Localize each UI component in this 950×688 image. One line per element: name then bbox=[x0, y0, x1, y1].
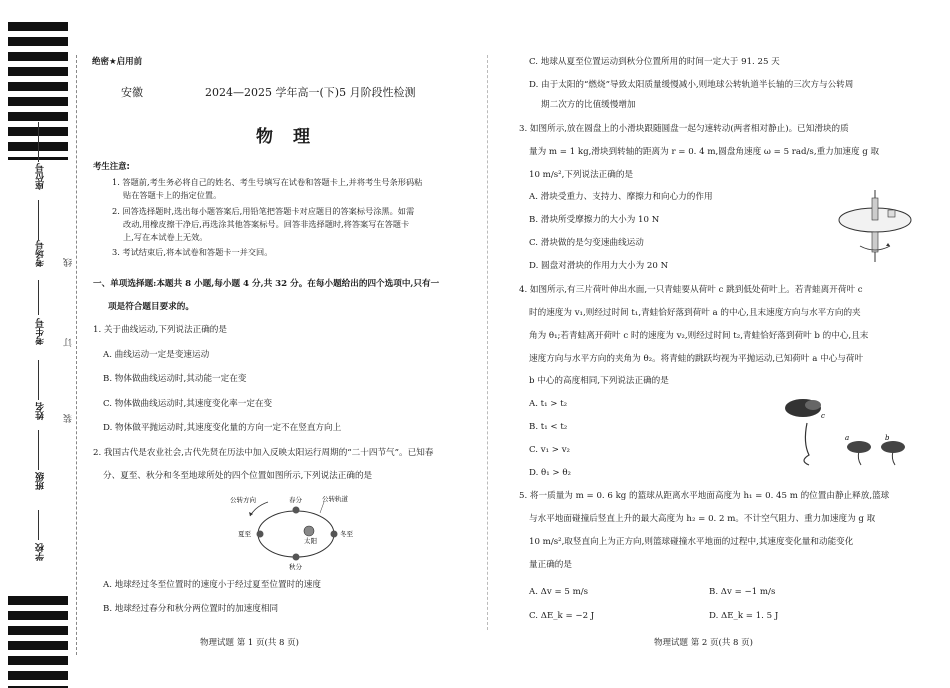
orbit-ellipse bbox=[258, 511, 334, 557]
exam-region: 安徽 bbox=[121, 86, 143, 99]
earth-summer bbox=[257, 531, 264, 538]
q2-option-b: B. 地球经过春分和秋分两位置时的加速度相同 bbox=[103, 604, 279, 614]
q5-option-b: B. Δv = −1 m/s bbox=[709, 587, 776, 597]
q3-option-d: D. 圆盘对滑块的作用力大小为 20 N bbox=[529, 261, 669, 271]
notice-item: 2. 回答选择题时,选出每小题答案后,用铅笔把答题卡对应题目的答案标号涂黑。如需 bbox=[112, 206, 415, 216]
label-orbit: 公转轨道 bbox=[322, 495, 348, 503]
earth-spring bbox=[293, 507, 300, 514]
column-divider bbox=[487, 55, 488, 630]
notice-item: 3. 考试结束后,将本试卷和答题卡一并交回。 bbox=[112, 247, 273, 257]
q2-option-a: A. 地球经过冬至位置时的速度小于经过夏至位置时的速度 bbox=[103, 580, 321, 590]
label-autumn: 秋分 bbox=[289, 563, 302, 571]
sun bbox=[304, 526, 314, 536]
q3-stem-cont: 10 m/s²,下列说法正确的是 bbox=[529, 170, 634, 180]
binding-stripes-bottom bbox=[8, 596, 68, 688]
q5-stem-cont: 与水平地面碰撞后竖直上升的最大高度为 h₂ = 0. 2 m。不计空气阻力、重力加速度为 g 取 bbox=[529, 514, 876, 524]
q5-stem-cont: 量正确的是 bbox=[529, 560, 572, 570]
school-label: 学校 bbox=[36, 543, 46, 561]
frog bbox=[805, 400, 821, 410]
lotus-leaf-figure bbox=[775, 393, 915, 468]
room-label: 考场号 bbox=[36, 240, 46, 267]
footer-page-2: 物理试题 第 2 页(共 8 页) bbox=[654, 638, 753, 648]
label-b: b bbox=[885, 434, 890, 442]
leaf-b bbox=[881, 441, 905, 453]
name-field-line bbox=[38, 360, 39, 400]
seat-label: 座位号 bbox=[36, 163, 46, 190]
label-spring: 春分 bbox=[289, 496, 302, 504]
q4-option-c: C. v₁ > v₂ bbox=[529, 445, 570, 455]
rotation-arrowhead bbox=[886, 243, 890, 246]
q3-stem-cont: 量为 m = 1 kg,滑块到转轴的距离为 r = 0. 4 m,圆盘角速度 ω = 5 rad/s,重力加速度 g 取 bbox=[529, 147, 880, 157]
room-field-line bbox=[38, 200, 39, 240]
q5-option-c: C. ΔE_k = −2 J bbox=[529, 611, 595, 621]
q2-stem: 2. 我国古代是农业社会,古代先贤在历法中加入反映太阳运行周期的“二十四节气”。已知春 bbox=[93, 448, 434, 458]
examno-label: 考生号 bbox=[36, 318, 46, 345]
q2-option-c: C. 地球从夏至位置运动到秋分位置所用的时间一定大于 91. 25 天 bbox=[529, 57, 780, 67]
section1-heading: 一、单项选择题:本题共 8 小题,每小题 4 分,共 32 分。在每小题给出的四个选项中,只有一 bbox=[93, 279, 440, 289]
label-winter: 冬至 bbox=[340, 530, 353, 538]
q3-option-b: B. 滑块所受摩擦力的大小为 10 N bbox=[529, 215, 660, 225]
q1-stem: 1. 关于曲线运动,下列说法正确的是 bbox=[93, 325, 227, 335]
q5-option-a: A. Δv = 5 m/s bbox=[529, 587, 589, 597]
q4-stem-cont: 时的速度为 v₁,则经过时间 t₁,青蛙恰好落到荷叶 a 的中心,且末速度方向与水平方向的夹 bbox=[529, 308, 861, 318]
q2-option-d-cont: 期二次方的比值缓慢增加 bbox=[541, 100, 636, 110]
q2-option-d: D. 由于太阳的“燃烧”导致太阳质量缓慢减小,则地球公转轨道半长轴的三次方与公转周 bbox=[529, 80, 854, 90]
notice-title: 考生注意: bbox=[93, 161, 130, 171]
q1-option-b: B. 物体做曲线运动时,其动能一定在变 bbox=[103, 374, 247, 384]
name-label: 姓名 bbox=[36, 402, 46, 420]
q3-stem: 3. 如图所示,放在圆盘上的小滑块跟随圆盘一起匀速转动(两者相对静止)。已知滑块的质 bbox=[519, 124, 849, 134]
q1-option-d: D. 物体做平抛运动时,其速度变化量的方向一定不在竖直方向上 bbox=[103, 423, 342, 433]
notice-item: 改动,用橡皮擦干净后,再选涂其他答案标号。回答非选择题时,将答案写在答题卡 bbox=[123, 219, 410, 229]
q4-option-b: B. t₁ < t₂ bbox=[529, 422, 568, 432]
earth-autumn bbox=[293, 554, 300, 561]
orbit-pointer bbox=[320, 502, 324, 513]
axle bbox=[872, 198, 878, 220]
stem-c bbox=[804, 423, 809, 465]
q3-option-a: A. 滑块受重力、支持力、摩擦力和向心力的作用 bbox=[529, 192, 713, 202]
notice-item: 贴在答题卡上的指定位置。 bbox=[123, 190, 222, 200]
q4-stem-cont: 速度方向与水平方向的夹角为 θ₂。将青蛙的跳跃均视为平抛运动,已知荷叶 a 中心与荷叶 bbox=[529, 354, 864, 364]
examno-field-line bbox=[38, 280, 39, 315]
stem-a bbox=[858, 451, 861, 465]
notice-item: 1. 答题前,考生务必将自己的姓名、考生号填写在试卷和答题卡上,并将考生号条形码粘 bbox=[112, 177, 423, 187]
subject-title: 物理 bbox=[256, 127, 330, 147]
earth-orbit-figure bbox=[220, 490, 370, 572]
seat-field-line bbox=[38, 122, 39, 162]
footer-page-1: 物理试题 第 1 页(共 8 页) bbox=[200, 638, 299, 648]
label-direction: 公转方向 bbox=[230, 496, 256, 504]
lower-axle bbox=[872, 232, 878, 252]
q1-option-c: C. 物体做曲线运动时,其速度变化率一定在变 bbox=[103, 399, 273, 409]
rotating-disc-figure bbox=[830, 186, 920, 266]
q3-option-c: C. 滑块做的是匀变速曲线运动 bbox=[529, 238, 644, 248]
q4-stem-cont: b 中心的高度相同,下列说法正确的是 bbox=[529, 376, 669, 386]
exam-title: 2024—2025 学年高一(下)5 月阶段性检测 bbox=[205, 86, 416, 99]
secret-mark: 绝密★启用前 bbox=[92, 57, 143, 67]
label-sun: 太阳 bbox=[304, 537, 317, 545]
class-field-line bbox=[38, 430, 39, 470]
q4-stem: 4. 如图所示,有三片荷叶伸出水面,一只青蛙要从荷叶 c 跳到低处荷叶上。若青蛙离开荷叶 c bbox=[519, 285, 863, 295]
q5-stem: 5. 将一质量为 m = 0. 6 kg 的篮球从距离水平地面高度为 h₁ = 0. 45 m 的位置由静止释放,篮球 bbox=[519, 491, 890, 501]
cut-label-bind: 订 bbox=[64, 338, 74, 347]
slider-block bbox=[888, 210, 895, 217]
label-a: a bbox=[845, 434, 850, 442]
q5-stem-cont: 10 m/s²,取竖直向上为正方向,则篮球碰撞水平地面的过程中,其速度变化量和动能变化 bbox=[529, 537, 854, 547]
cut-label-fold: 装 bbox=[64, 414, 74, 423]
q4-option-a: A. t₁ > t₂ bbox=[529, 399, 568, 409]
q2-stem-cont: 分、夏至、秋分和冬至地球所处的四个位置如图所示,下列说法正确的是 bbox=[103, 471, 373, 481]
label-c: c bbox=[821, 412, 825, 420]
label-summer: 夏至 bbox=[238, 530, 251, 538]
q4-option-d: D. θ₁ > θ₂ bbox=[529, 468, 571, 478]
notice-item: 上,写在本试卷上无效。 bbox=[123, 232, 208, 242]
cut-line bbox=[76, 55, 77, 655]
q1-option-a: A. 曲线运动一定是变速运动 bbox=[103, 350, 210, 360]
class-label: 班级 bbox=[36, 472, 46, 490]
stem-b bbox=[892, 451, 895, 465]
school-field-line bbox=[38, 510, 39, 540]
leaf-a bbox=[847, 441, 871, 453]
q5-option-d: D. ΔE_k = 1. 5 J bbox=[709, 611, 779, 621]
earth-winter bbox=[331, 531, 338, 538]
q4-stem-cont: 角为 θ₁;若青蛙离开荷叶 c 时的速度为 v₂,则经过时间 t₂,青蛙恰好落到荷叶 b 的中心,且末 bbox=[529, 331, 869, 341]
section1-heading-cont: 项是符合题目要求的。 bbox=[108, 302, 194, 312]
cut-label-line: 线 bbox=[64, 258, 74, 267]
